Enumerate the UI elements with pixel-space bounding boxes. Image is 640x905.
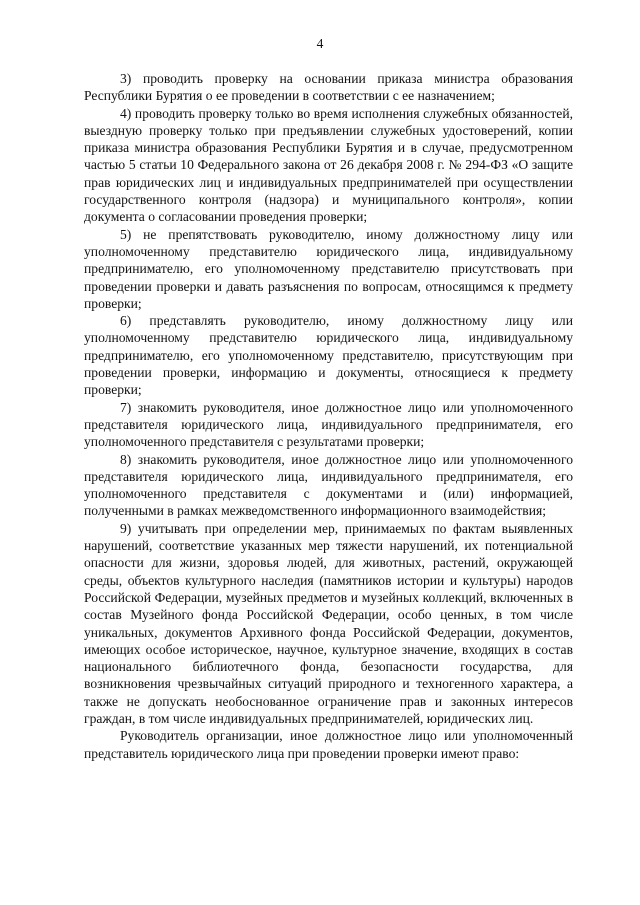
paragraph-item-6: 6) представлять руководителю, иному должностному лицу или уполномоченному представителю юридического лица, индивидуальному предпринимателю, его уполномоченному представителю, присутствующим при проведении проверки, информацию и документы, относящиеся к предмету проверки; xyxy=(84,313,573,398)
paragraph-item-3: 3) проводить проверку на основании приказа министра образования Республики Бурятия о ее проведении в соответствии с ее назначением; xyxy=(84,71,573,104)
paragraph-rights-intro: Руководитель организации, иное должностное лицо или уполномоченный представитель юридического лица при проведении проверки имеют право: xyxy=(84,728,573,761)
paragraph-item-7: 7) знакомить руководителя, иное должностное лицо или уполномоченного представителя юридического лица, индивидуального предпринимателя, его уполномоченного представителя с результатами проверки; xyxy=(84,399,573,450)
paragraph-item-4: 4) проводить проверку только во время исполнения служебных обязанностей, выездную проверку только при предъявлении служебных удостоверений, копии приказа министра образования Республики Бурятия и в случае, предусмотренном частью 5 статьи 10 Федерального закона от 26 декабря 2008 г. № 294-ФЗ «О защите прав юридических лиц и индивидуальных предпринимателей при осуществлении государственного контроля (надзора) и муниципального контроля», копии документа о согласовании проведения проверки; xyxy=(84,105,573,225)
paragraph-item-5: 5) не препятствовать руководителю, иному должностному лицу или уполномоченному представителю юридического лица, индивидуальному предпринимателю, его уполномоченному представителю присутствовать при проведении проверки и давать разъяснения по вопросам, относящимся к предмету проверки; xyxy=(84,226,573,311)
paragraph-item-8: 8) знакомить руководителя, иное должностное лицо или уполномоченного представителя юридического лица, индивидуального предпринимателя, его уполномоченного представителя с документами и (или) информацией, полученными в рамках межведомственного информационного взаимодействия; xyxy=(84,451,573,519)
paragraph-item-9: 9) учитывать при определении мер, принимаемых по фактам выявленных нарушений, соответствие указанных мер тяжести нарушений, их потенциальной опасности для жизни, здоровья людей, для животных, растений, окружающей среды, объектов культурного наследия (памятников истории и культуры) народов Российской Федерации, музейных предметов и музейных коллекций, включенных в состав Музейного фонда Российской Федерации, особо ценных, в том числе уникальных, документов Архивного фонда Российской Федерации, документов, имеющих особое историческое, научное, культурное значение, входящих в состав национального библиотечного фонда, безопасности государства, для возникновения чрезвычайных ситуаций природного и техногенного характера, а также не допускать необоснованное ограничение прав и законных интересов граждан, в том числе индивидуальных предпринимателей, юридических лиц. xyxy=(84,520,573,726)
document-body xyxy=(84,70,573,762)
page-number: 4 xyxy=(316,36,324,51)
